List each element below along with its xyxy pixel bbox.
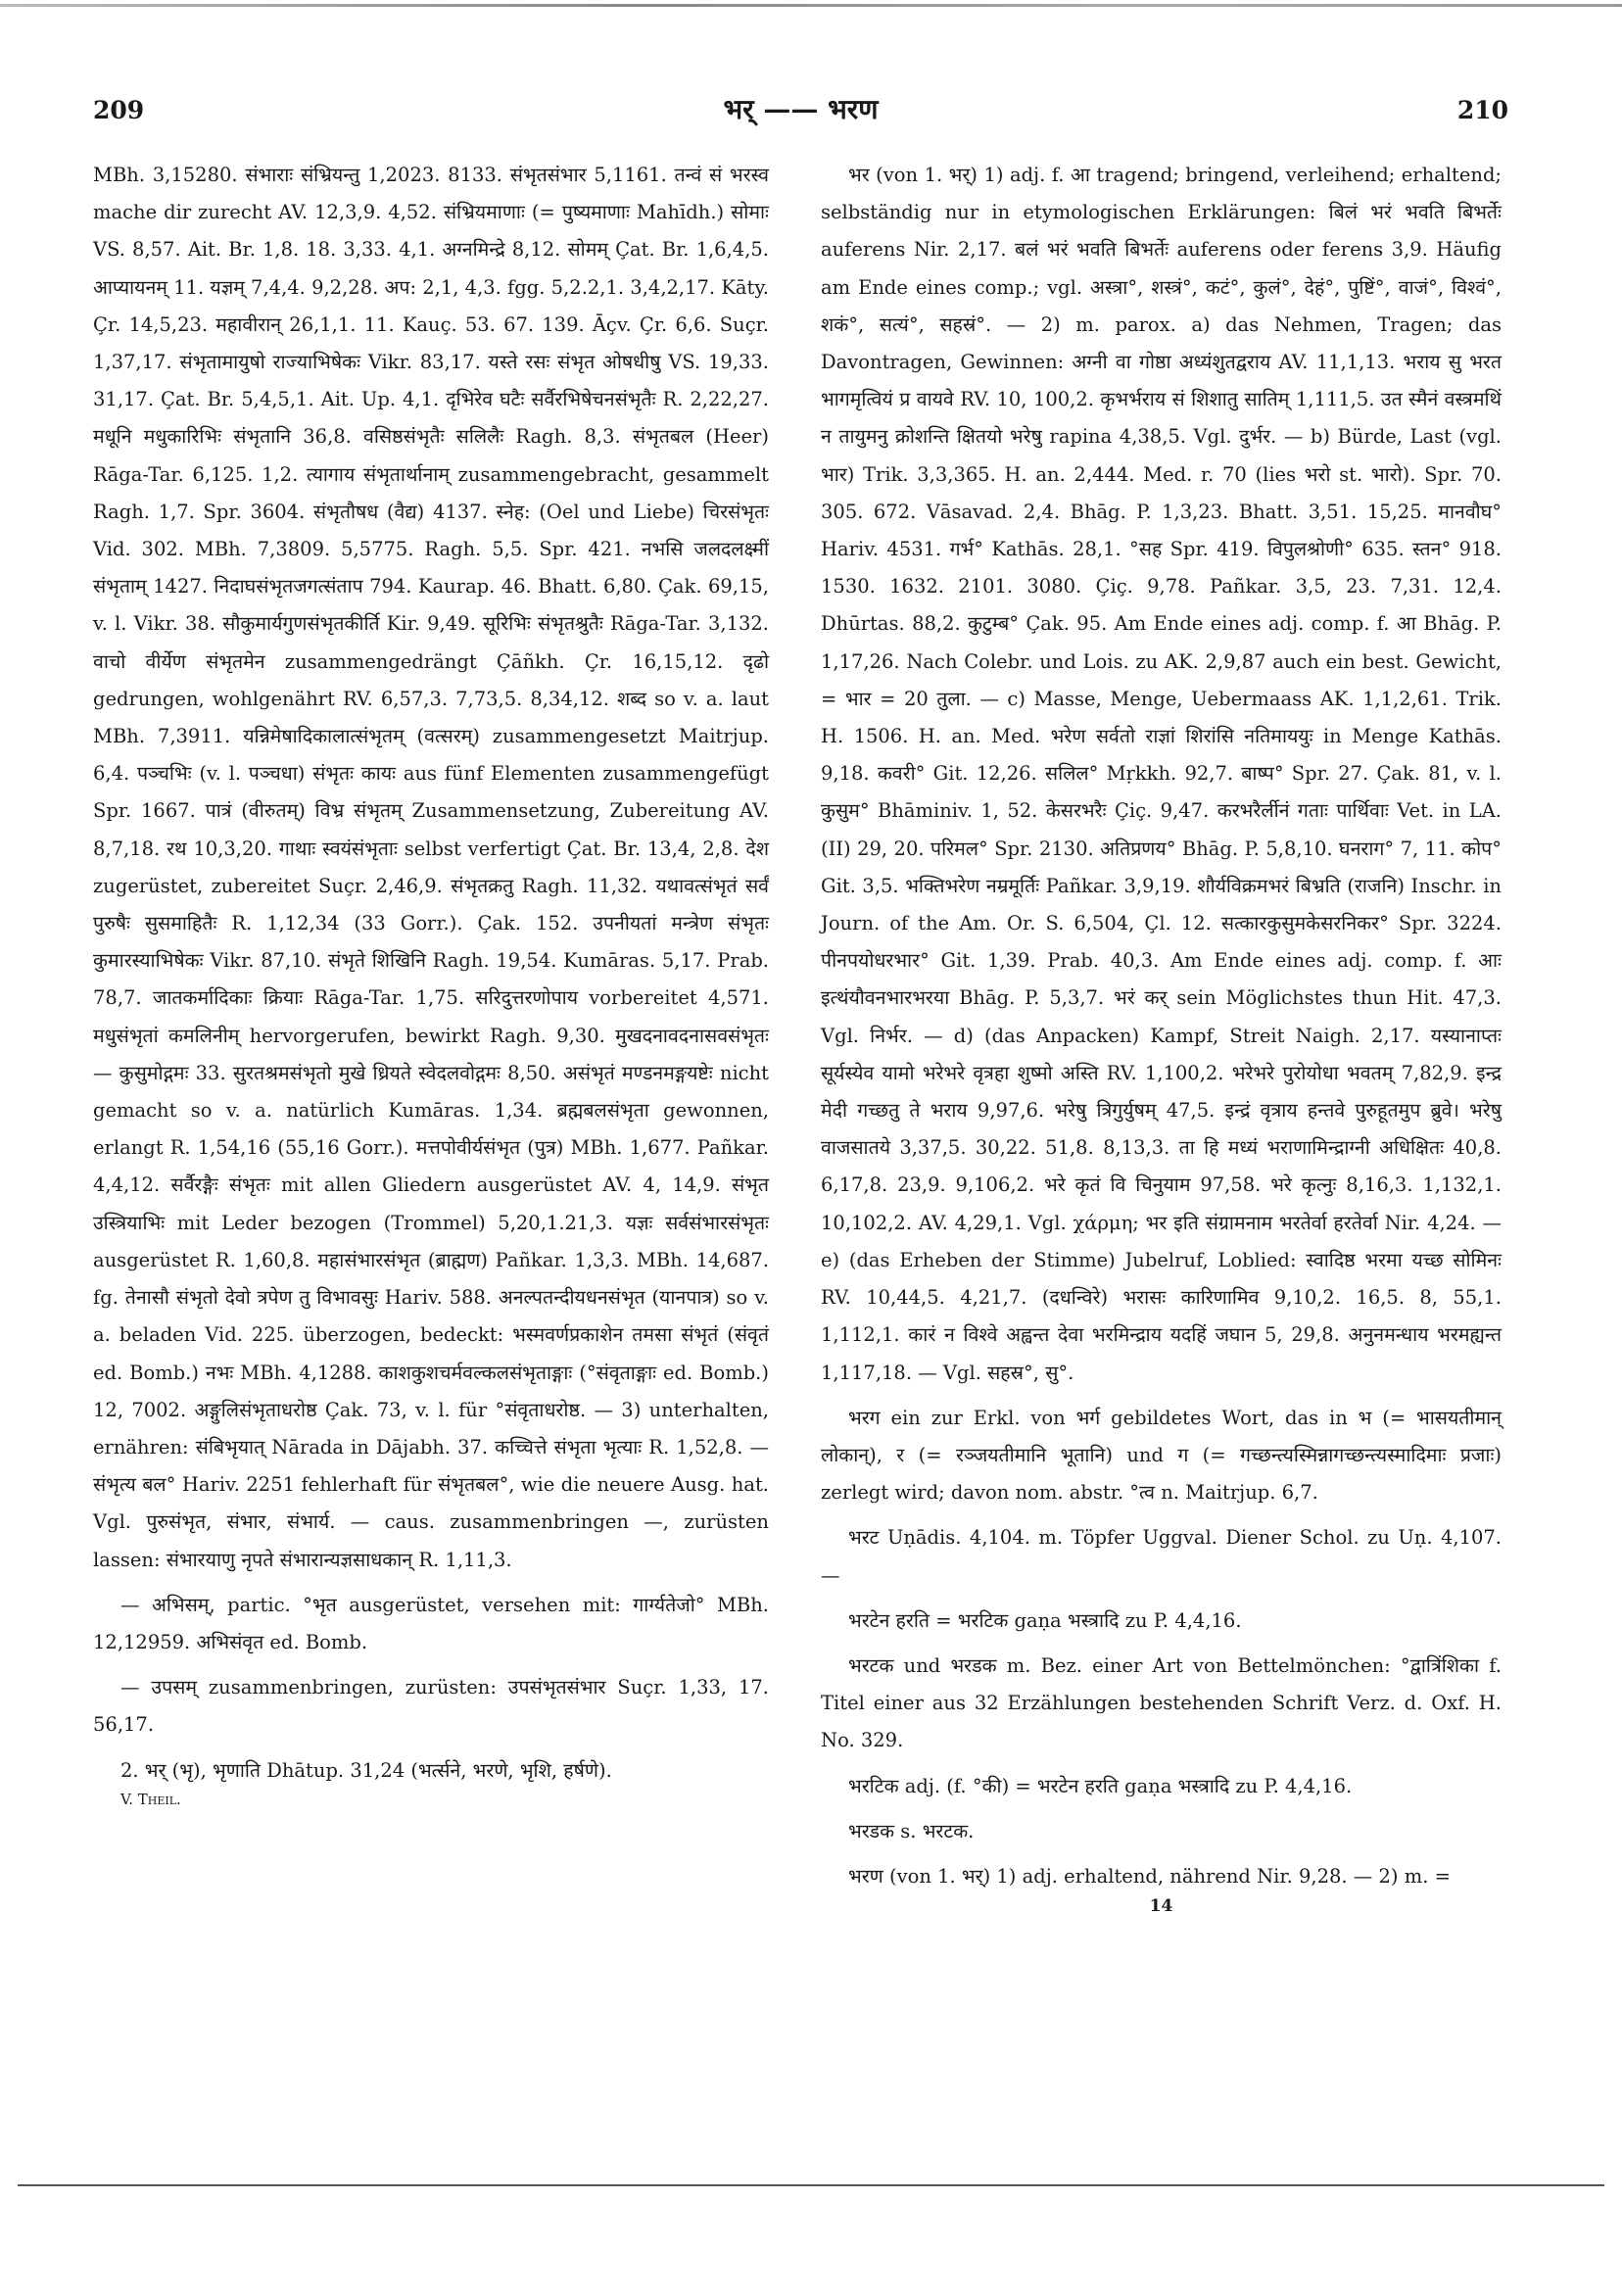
page-number-left: 209 — [93, 96, 145, 124]
entry-bharata: भरट Uṇādis. 4,104. m. Töpfer Uggval. Diener Schol. zu Uṇ. 4,107. — — [821, 1526, 1502, 1587]
bottom-border-rule — [18, 2184, 1604, 2186]
entry-bhara: भर (von 1. भर्) 1) adj. f. आ tragend; bringend, verleihend; erhaltend; selbständig nur in etymologischen Erklärungen: बिलं भरं भवति बिभर्तेः auferens Nir. 2,17. बलं भरं भवति बिभर्तेः auferens oder ferens 3,9. Häufig am Ende eines comp.; vgl. अस्त्रा°, शस्त्रं°, कटं°, कुलं°, देहं°, पुष्टिं°, वाजं°, विश्वं°, शकं°, सत्यं°, सहस्रं°. — 2) m. parox. a) das Nehmen, Tragen; das Davontragen, Gewinnen: अग्नी वा गोष्ठा अध्यंशुतद्वराय AV. 11,1,13. भराय सु भरत भागमृत्वियं प्र वायवे RV. 10, 100,2. कृभर्भराय सं शिशातु सातिम् 1,111,5. उत स्मैनं वस्त्रमथिं न तायुमनु क्रोशन्ति क्षितयो भरेषु rapina 4,38,5. Vgl. दुर्भर. — b) Bürde, Last (vgl. भार) Trik. 3,3,365. H. an. 2,444. Med. r. 70 (lies भरो st. भारो). Spr. 70. 305. 672. Vāsavad. 2,4. Bhāg. P. 1,3,23. Bhatt. 3,51. 15,25. मानवौघ° Hariv. 4531. गर्भ° Kathās. 28,1. °सह Spr. 419. विपुलश्रोणी° 635. स्तन° 918. 1530. 1632. 2101. 3080. Çiç. 9,78. Pañkar. 3,5, 23. 7,31. 12,4. Dhūrtas. 88,2. कुटुम्ब° Çak. 95. Am Ende eines adj. comp. f. आ Bhāg. P. 1,17,26. Nach Colebr. und Lois. zu AK. 2,9,87 auch ein best. Gewicht, = भार = 20 तुला. — c) Masse, Menge, Uebermaass AK. 1,1,2,61. Trik. H. 1506. H. an. Med. भरेण सर्वतो राज्ञां शिरांसि नतिमाययुः in Menge Kathās. 9,18. कवरी° Git. 12,26. सलिल° Mṛkkh. 92,7. बाष्प° Spr. 27. Çak. 81, v. l. कुसुम° Bhāminiv. 1, 52. केसरभरैः Çiç. 9,47. करभरैर्लीनं गताः पार्थिवाः Vet. in LA. (II) 29, 20. परिमल° Spr. 2130. अतिप्रणय° Bhāg. P. 5,8,10. घनराग° 7, 11. कोप° Git. 3,5. भक्तिभरेण नम्रमूर्तिः Pañkar. 3,9,19. शौर्यविक्रमभरं बिभ्रति (राजनि) Inschr. in Journ. of the Am. Or. S. 6,504, Çl. 12. सत्कारकुसुमकेसरनिकर° Spr. 3224. पीनपयोधरभार° Git. 1,39. Prab. 40,3. Am Ende eines adj. comp. f. आः इत्थंयौवनभारभरया Bhāg. P. 5,3,7. भरं कर् sein Möglichstes thun Hit. 47,3. Vgl. निर्भर. — d) (das Anpacken) Kampf, Streit Naigh. 2,17. यस्यानाप्तः सूर्यस्येव यामो भरेभरे वृत्रहा शुष्मो अस्ति RV. 1,100,2. भरेभरे पुरोयोधा भवतम् 7,82,9. इन्द्र मेदी गच्छतु ते भराय 9,97,6. भरेषु त्रिगुर्युषम् 47,5. इन्द्रं वृत्राय हन्तवे पुरुहूतमुप ब्रुवे। भरेषु वाजसातये 3,37,5. 30,22. 51,8. 8,13,3. ता हि मध्यं भराणामिन्द्राग्नी अधिक्षितः 40,8. 6,17,8. 23,9. 9,106,2. भरे कृतं वि चिनुयाम 97,58. भरे कृत्नुः 8,16,3. 1,132,1. 10,102,2. AV. 4,29,1. Vgl. χάρμη; भर इति संग्रामनाम भरतेर्वा हरतेर्वा Nir. 4,24. — e) (das Erheben der Stimme) Jubelruf, Loblied: स्वादिष्ठ भरमा यच्छ सोमिनः RV. 10,44,5. 4,21,7. (दधन्विरे) भरासः कारिणामिव 9,10,2. 16,5. 8, 55,1. 1,112,1. कारं न विश्वे अह्वन्त देवा भरमिन्द्राय यदहिं जघान 5, 29,8. अनुनमन्धाय भरमह्यन्त 1,117,18. — Vgl. सहस्र°, सु°. — [821, 164, 1502, 1384]
left-paragraph-1: MBh. 3,15280. संभाराः संभ्रियन्तु 1,2023. 8133. संभृतसंभार 5,1161. तन्वं सं भरस्व mache dir zurecht AV. 12,3,9. 4,52. संभ्रियमाणाः (= पुष्यमाणाः Mahīdh.) सोमाः VS. 8,57. Ait. Br. 1,8. 18. 3,33. 4,1. अग्नमिन्द्रे 8,12. सोमम् Çat. Br. 1,6,4,5. आप्यायनम् 11. यज्ञम् 7,4,4. 9,2,28. अप: 2,1, 4,3. fgg. 5,2.2,1. 3,4,2,17. Kāty. Çr. 14,5,23. महावीरान् 26,1,1. 11. Kauç. 53. 67. 139. Āçv. Çr. 6,6. Suçr. 1,37,17. संभृतामायुषो राज्याभिषेकः Vikr. 83,17. यस्ते रसः संभृत ओषधीषु VS. 19,33. 31,17. Çat. Br. 5,4,5,1. Ait. Up. 4,1. दृभिरेव घटैः सर्वैरभिषेचनसंभृतैः R. 2,22,27. मधूनि मधुकारिभिः संभृतानि 36,8. वसिष्ठसंभृतैः सलिलैः Ragh. 8,3. संभृतबल (Heer) Rāga-Tar. 6,125. 1,2. त्यागाय संभृतार्थानाम् zusammengebracht, gesammelt Ragh. 1,7. Spr. 3604. संभृतौषध (वैद्य) 4137. स्नेह: (Oel und Liebe) चिरसंभृतः Vid. 302. MBh. 7,3809. 5,5775. Ragh. 5,5. Spr. 421. नभसि जलदलक्ष्मीं संभृताम् 1427. निदाघसंभृतजगत्संताप 794. Kaurap. 46. Bhatt. 6,80. Çak. 69,15, v. l. Vikr. 38. सौकुमार्यगुणसंभृतकीर्ति Kir. 9,49. सूरिभिः संभृतश्रुतैः Rāga-Tar. 3,132. वाचो वीर्येण संभृतमेन zusammengedrängt Çāñkh. Çr. 16,15,12. दृढो gedrungen, wohlgenährt RV. 6,57,3. 7,73,5. 8,34,12. शब्द so v. a. laut MBh. 7,3911. यन्निमेषादिकालात्संभृतम् (वत्सरम्) zusammengesetzt Maitrjup. 6,4. पञ्चभिः (v. l. पञ्चधा) संभृतः कायः aus fünf Elementen zusammengefügt Spr. 1667. पात्रं (वीरुतम्) विभ्र संभृतम् Zusammensetzung, Zubereitung AV. 8,7,18. रथ 10,3,20. गाथाः स्वयंसंभृताः selbst verfertigt Çat. Br. 13,4, 2,8. देश zugerüstet, zubereitet Suçr. 2,46,9. संभृतक्रतु Ragh. 11,32. यथावत्संभृतं सर्वं पुरुषैः सुसमाहितैः R. 1,12,34 (33 Gorr.). Çak. 152. उपनीयतां मन्त्रेण संभृतः कुमारस्याभिषेकः Vikr. 87,10. संभृते शिखिनि Ragh. 19,54. Kumāras. 5,17. Prab. 78,7. जातकर्मादिकाः क्रियाः Rāga-Tar. 1,75. सरिदुत्तरणोपाय vorbereitet 4,571. मधुसंभृतां कमलिनीम् hervorgerufen, bewirkt Ragh. 9,30. मुखदनावदनासवसंभृतः — कुसुमोद्गमः 33. सुरतश्रमसंभृतो मुखे ध्रियते स्वेदलवोद्गमः 8,50. असंभृतं मण्डनमङ्गयष्टेः nicht gemacht so v. a. natürlich Kumāras. 1,34. ब्रह्मबलसंभृता gewonnen, erlangt R. 1,54,16 (55,16 Gorr.). मत्तपोवीर्यसंभृत (पुत्र) MBh. 1,677. Pañkar. 4,4,12. सर्वैरङ्गैः संभृतः mit allen Gliedern ausgerüstet AV. 4, 14,9. संभृत उस्त्रियाभिः mit Leder bezogen (Trommel) 5,20,1.21,3. यज्ञः सर्वसंभारसंभृतः ausgerüstet R. 1,60,8. महासंभारसंभृत (ब्राह्मण) Pañkar. 1,3,3. MBh. 14,687. fg. तेनासौ संभृतो देवो त्रपेण तु विभावसुः Hariv. 588. अनल्पतन्दीयधनसंभृत (यानपात्र) so v. a. beladen Vid. 225. überzogen, bedeckt: भस्मवर्णप्रकाशेन तमसा संभृतं (संवृतं ed. Bomb.) नभः MBh. 4,1288. काशकुशचर्मवल्कलसंभृताङ्गाः (°संवृताङ्गाः ed. Bomb.) 12, 7002. अङ्गुलिसंभृताधरोष्ठ Çak. 73, v. l. für °संवृताधरोष्ठ. — 3) unterhalten, ernähren: संबिभृयात् Nārada in Dājabh. 37. कच्चित्ते संभृता भृत्याः R. 1,52,8. — संभृत्य बल° Hariv. 2251 fehlerhaft für संभृतबल°, wie die neuere Ausg. hat. Vgl. पुरुसंभृत, संभार, संभार्य. — caus. zusammenbringen —, zurüsten lassen: संभारयाणु नृपते संभारान्यज्ञसाधकान् R. 1,11,3. — [93, 164, 769, 1571]
entry-bharataka: भरटक und भरडक m. Bez. einer Art von Bettelmönchen: °द्वात्रिंशिका f. Titel einer aus 32 Erzählungen bestehenden Schrift Verz. d. Oxf. H. No. 329. — [821, 1653, 1502, 1752]
left-paragraph-abhisam: — अभिसम्, partic. °भृत ausgerüstet, versehen mit: गार्ग्यतेजो° MBh. 12,12959. अभिसंवृत ed. Bomb. — [93, 1593, 769, 1653]
top-border-rule — [0, 4, 1622, 7]
entry-bharana: भरण (von 1. भर्) 1) adj. erhaltend, nährend Nir. 9,28. — 2) m. = — [848, 1864, 1451, 1888]
page-header — [93, 90, 1508, 135]
running-head: भर् —— भरण — [723, 93, 879, 125]
signature-mark: V. Theil. — [120, 1790, 181, 1808]
entry-bharatena-harati: भरटेन हरति = भरटिक gaṇa भस्त्रादि zu P. 4,4,16. — [848, 1608, 1242, 1632]
left-paragraph-upasam: — उपसम् zusammenbringen, zurüsten: उपसंभृतसंभार Suçr. 1,33, 17. 56,17. — [93, 1676, 769, 1737]
left-paragraph-bhar2: 2. भर् (भृ), भृणाति Dhātup. 31,24 (भर्त्सने, भरणे, भृशि, हर्षणे). — [120, 1758, 612, 1782]
left-column — [93, 157, 769, 1809]
entry-bharatika: भरटिक adj. (f. °की) = भरटेन हरति gaṇa भस्त्रादि zu P. 4,4,16. — [848, 1774, 1353, 1797]
signature-number: 14 — [1149, 1896, 1173, 1917]
entry-bharaga: भरग ein zur Erkl. von भर्ग gebildetes Wort, das in भ (= भासयतीमान् लोकान्), र (= रञ्जयतीमानि भूतानि) und ग (= गच्छन्त्यस्मिन्नागच्छन्त्यस्मादिमाः प्रजाः) zerlegt wird; davon nom. abstr. °त्व n. Maitrjup. 6,7. — [821, 1406, 1502, 1505]
right-column — [821, 157, 1502, 1917]
entry-bharadaka: भरडक s. भरटक. — [848, 1819, 975, 1842]
page-number-right: 210 — [1456, 96, 1508, 124]
